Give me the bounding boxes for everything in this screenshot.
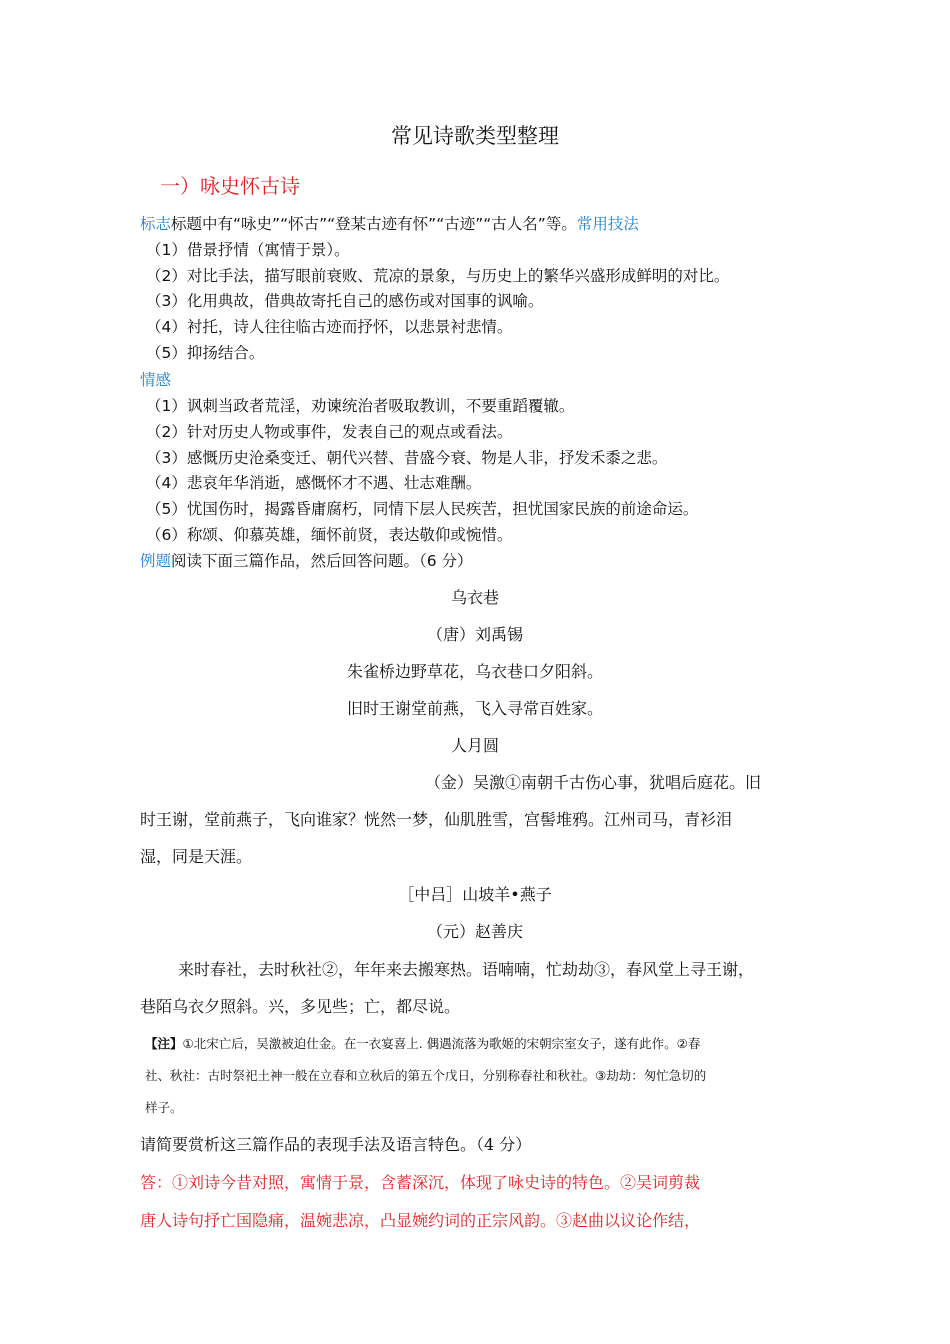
technique-item: （3）化用典故，借典故寄托自己的感伤或对国事的讽喻。: [146, 292, 544, 310]
poem3-line: 来时春社，去时秋社②，年年来去搬寒热。语喃喃，忙劫劫③，春风堂上寻王谢，: [178, 960, 755, 979]
technique-item: （5）抑扬结合。: [146, 344, 265, 362]
poem1-line: 朱雀桥边野草花，乌衣巷口夕阳斜。: [346, 662, 603, 681]
technique-item: （4）衬托，诗人往往临古迹而抒怀，以悲景衬悲情。: [146, 318, 513, 336]
example-text: 阅读下面三篇作品，然后回答问题。（6 分）: [171, 552, 473, 570]
poem3-line: 巷陌乌衣夕照斜。兴，多见些；亡，都尽说。: [140, 997, 461, 1016]
emotion-item: （1）讽刺当政者荒淫，劝谏统治者吸取教训，不要重蹈覆辙。: [146, 397, 575, 415]
page-title: 常见诗歌类型整理: [391, 124, 559, 148]
technique-item: （1）借景抒情（寓情于景）。: [146, 241, 350, 259]
poem1-line: 旧时王谢堂前燕，飞入寻常百姓家。: [346, 699, 603, 718]
answer-line: 答：①刘诗今昔对照，寓情于景，含蓄深沉，体现了咏史诗的特色。②吴词剪裁: [140, 1173, 701, 1192]
section-heading: 一）咏史怀古诗: [160, 174, 300, 198]
question: 请简要赏析这三篇作品的表现手法及语言特色。（4 分）: [140, 1135, 532, 1154]
note-line: [145, 1034, 700, 1052]
emotion-item: （3）感慨历史沧桑变迁、朝代兴替、昔盛今衰、物是人非，抒发禾黍之悲。: [146, 449, 668, 467]
emotion-item: （4）悲哀年华消逝，感慨怀才不遇、壮志难酬。: [146, 474, 482, 492]
emotion-item: （6）称颂、仰慕英雄，缅怀前贤，表达敬仰或惋惜。: [146, 526, 513, 544]
poem1-title: 乌衣巷: [450, 588, 499, 607]
poem2-line: 湿，同是天涯。: [140, 847, 253, 866]
note-line: 社、秋社：古时祭祀土神一般在立春和立秋后的第五个戊日，分别称春社和秋社。③劫劫：匆忙急切的: [145, 1068, 707, 1083]
note-text: ①北宋亡后，吴激被迫仕金。在一衣宴喜上. 偶遇流落为歌姬的宋朝宗室女子，遂有此作。②春: [182, 1036, 701, 1051]
note-line: 样子。: [145, 1100, 183, 1115]
example-label: 例题: [140, 552, 172, 570]
example-line: [140, 549, 473, 571]
note-label: 【注】: [145, 1036, 183, 1051]
poem2-title: 人月圆: [450, 736, 499, 755]
poem1-author: （唐）刘禹锡: [426, 625, 523, 644]
emotion-item: （2）针对历史人物或事件，发表自己的观点或看法。: [146, 423, 513, 441]
poem3-author: （元）赵善庆: [426, 922, 523, 941]
technique-item: （2）对比手法，描写眼前衰败、荒凉的景象，与历史上的繁华兴盛形成鲜明的对比。: [146, 267, 730, 285]
biaozhi-label: 标志: [140, 215, 172, 233]
poem2-line: 时王谢，堂前燕子，飞向谁家？恍然一梦，仙肌胜雪，宫髻堆鸦。江州司马，青衫泪: [140, 810, 733, 829]
technique-label: 常用技法: [576, 215, 639, 233]
answer-line: 唐人诗句抒亡国隐痛，温婉悲凉，凸显婉约词的正宗风韵。③赵曲以议论作结，: [140, 1211, 701, 1230]
emotion-item: （5）忧国伤时，揭露昏庸腐朽，同情下层人民疾苦，担忧国家民族的前途命运。: [146, 500, 699, 518]
biaozhi-line: [140, 212, 639, 234]
biaozhi-text: 标题中有“咏史”“怀古”“登某古迹有怀”“古迹”“古人名”等。: [171, 215, 577, 233]
poem2-line: （金）吴激①南朝千古伤心事，犹唱后庭花。旧: [425, 773, 762, 792]
poem3-title: ［中吕］山坡羊•燕子: [398, 885, 552, 904]
emotion-label: 情感: [140, 371, 172, 389]
